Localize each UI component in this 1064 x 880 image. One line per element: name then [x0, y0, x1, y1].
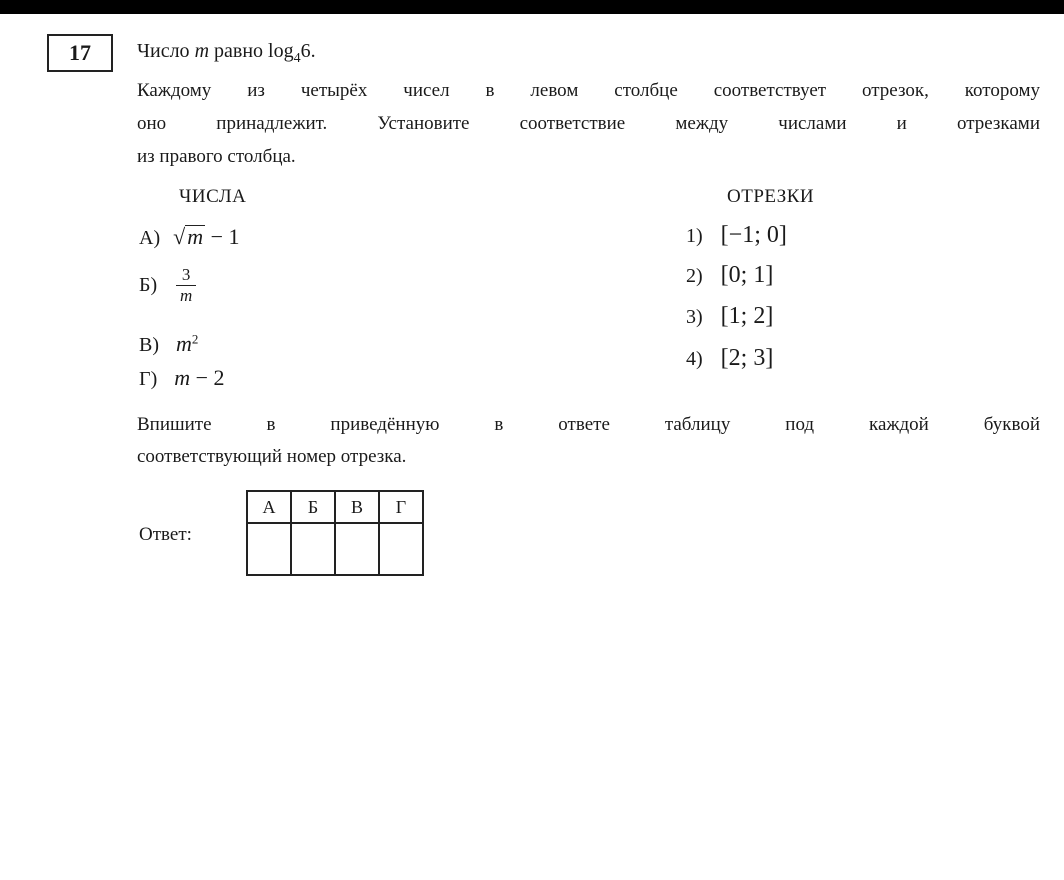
answer-cell-g[interactable]	[379, 523, 423, 575]
segment-option-4: 4) [2; 3]	[686, 345, 774, 371]
answer-header-b: Б	[291, 491, 335, 523]
answer-header-a: А	[247, 491, 291, 523]
number-option-a: А) √m − 1	[139, 224, 240, 249]
task-intro: Число m равно $\log_46$.	[137, 40, 316, 66]
segment-option-1: 1) [−1; 0]	[686, 222, 787, 248]
answer-cell-b[interactable]	[291, 523, 335, 575]
answer-cell-v[interactable]	[335, 523, 379, 575]
numbers-column-header: ЧИСЛА	[179, 186, 247, 207]
instruction-line-2: оно принадлежит. Установите соответствие между числами и отрезками	[137, 113, 1040, 134]
answer-header-v: В	[335, 491, 379, 523]
segment-option-2: 2) [0; 1]	[686, 262, 774, 288]
task-number-box: 17	[47, 34, 113, 72]
answer-table	[246, 490, 424, 576]
number-option-g: Г) m − 2	[139, 365, 225, 390]
footer-line-2: соответствующий номер отрезка.	[137, 446, 407, 467]
answer-cell-a[interactable]	[247, 523, 291, 575]
answer-label: Ответ:	[139, 524, 192, 545]
instruction-line-1: Каждому из четырёх чисел в левом столбце соответствует отрезок, которому	[137, 80, 1040, 101]
number-option-v: В) $m^2$	[139, 331, 199, 356]
footer-line-1: Впишите в приведённую в ответе таблицу под каждой буквой	[137, 414, 1040, 435]
fraction: $\frac{3}{m}$	[176, 265, 196, 306]
segment-option-3: 3) [1; 2]	[686, 303, 774, 329]
answer-header-g: Г	[379, 491, 423, 523]
number-option-b: Б) $\frac{3}{m}$	[139, 265, 196, 306]
segments-column-header: ОТРЕЗКИ	[727, 186, 815, 207]
instruction-line-3: из правого столбца.	[137, 146, 296, 167]
top-black-bar	[0, 0, 1064, 14]
